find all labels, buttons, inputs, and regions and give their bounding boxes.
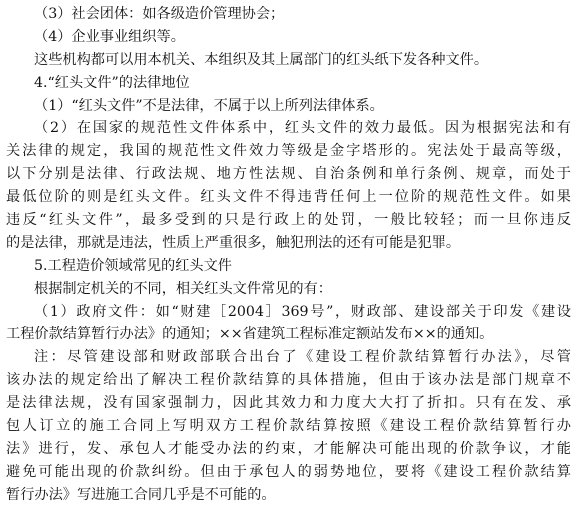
text-line: 关法律的规定，我国的规范性文件效力等级是金字塔形的。宪法处于最高等级，	[6, 143, 571, 160]
text-line: （1）政府文件：如“财建［2004］369号”，财政部、建设部关于印发《建设	[34, 303, 571, 320]
text-line: （3）社会团体：如各级造价管理协会；	[34, 6, 285, 22]
text-line: 暂行办法》写进施工合同几乎是不可能的。	[6, 486, 276, 503]
text-line: （2）在国家的规范性文件体系中，红头文件的效力最低。因为根据宪法和有	[34, 120, 571, 137]
text-line: 的是法律，那就是违法，性质上严重很多，触犯刑法的还有可能是犯罪。	[6, 234, 461, 251]
text-line: 避免可能出现的价款纠纷。但由于承包人的弱势地位，要将《建设工程价款结算	[6, 463, 571, 480]
text-line: 工程价款结算暂行办法》的通知；××省建筑工程标准定额站发布××的通知。	[6, 326, 494, 343]
text-line: 最低位阶的则是红头文件。红头文件不得违背任何上一位阶的规范性文件。如果	[6, 189, 571, 206]
text-line: 是法律法规，没有国家强制力，因此其效力和力度大大打了折扣。只有在发、承	[6, 395, 571, 412]
text-line: 这些机构都可以用本机关、本组织及其上属部门的红头纸下发各种文件。	[34, 51, 489, 68]
text-line: 该办法的规定给出了解决工程价款结算的具体措施，但由于该办法是部门规章不	[6, 372, 571, 389]
text-line: （4）企业事业组织等。	[34, 28, 185, 45]
text-line: 5.工程造价领域常见的红头文件	[34, 257, 232, 274]
text-line: （1）“红头文件”不是法律，不属于以上所列法律体系。	[34, 97, 384, 114]
text-line: 注：尽管建设部和财政部联合出台了《建设工程价款结算暂行办法》，尽管	[34, 349, 571, 366]
text-line: 根据制定机关的不同，相关红头文件常见的有：	[34, 280, 332, 297]
text-line: 包人订立的施工合同上写明双方工程价款结算按照《建设工程价款结算暂行办	[6, 418, 571, 435]
text-line: 4.“红头文件”的法律地位	[34, 74, 190, 91]
text-line: 违反“红头文件”，最多受到的只是行政上的处罚，一般比较轻；而一旦你违反	[6, 212, 571, 229]
text-line: 以下分别是法律、行政法规、地方性法规、自治条例和单行条例、规章，而处于	[6, 166, 571, 183]
text-line: 法》进行，发、承包人才能受办法的约束，才能解决可能出现的价款争议，才能	[6, 440, 571, 457]
